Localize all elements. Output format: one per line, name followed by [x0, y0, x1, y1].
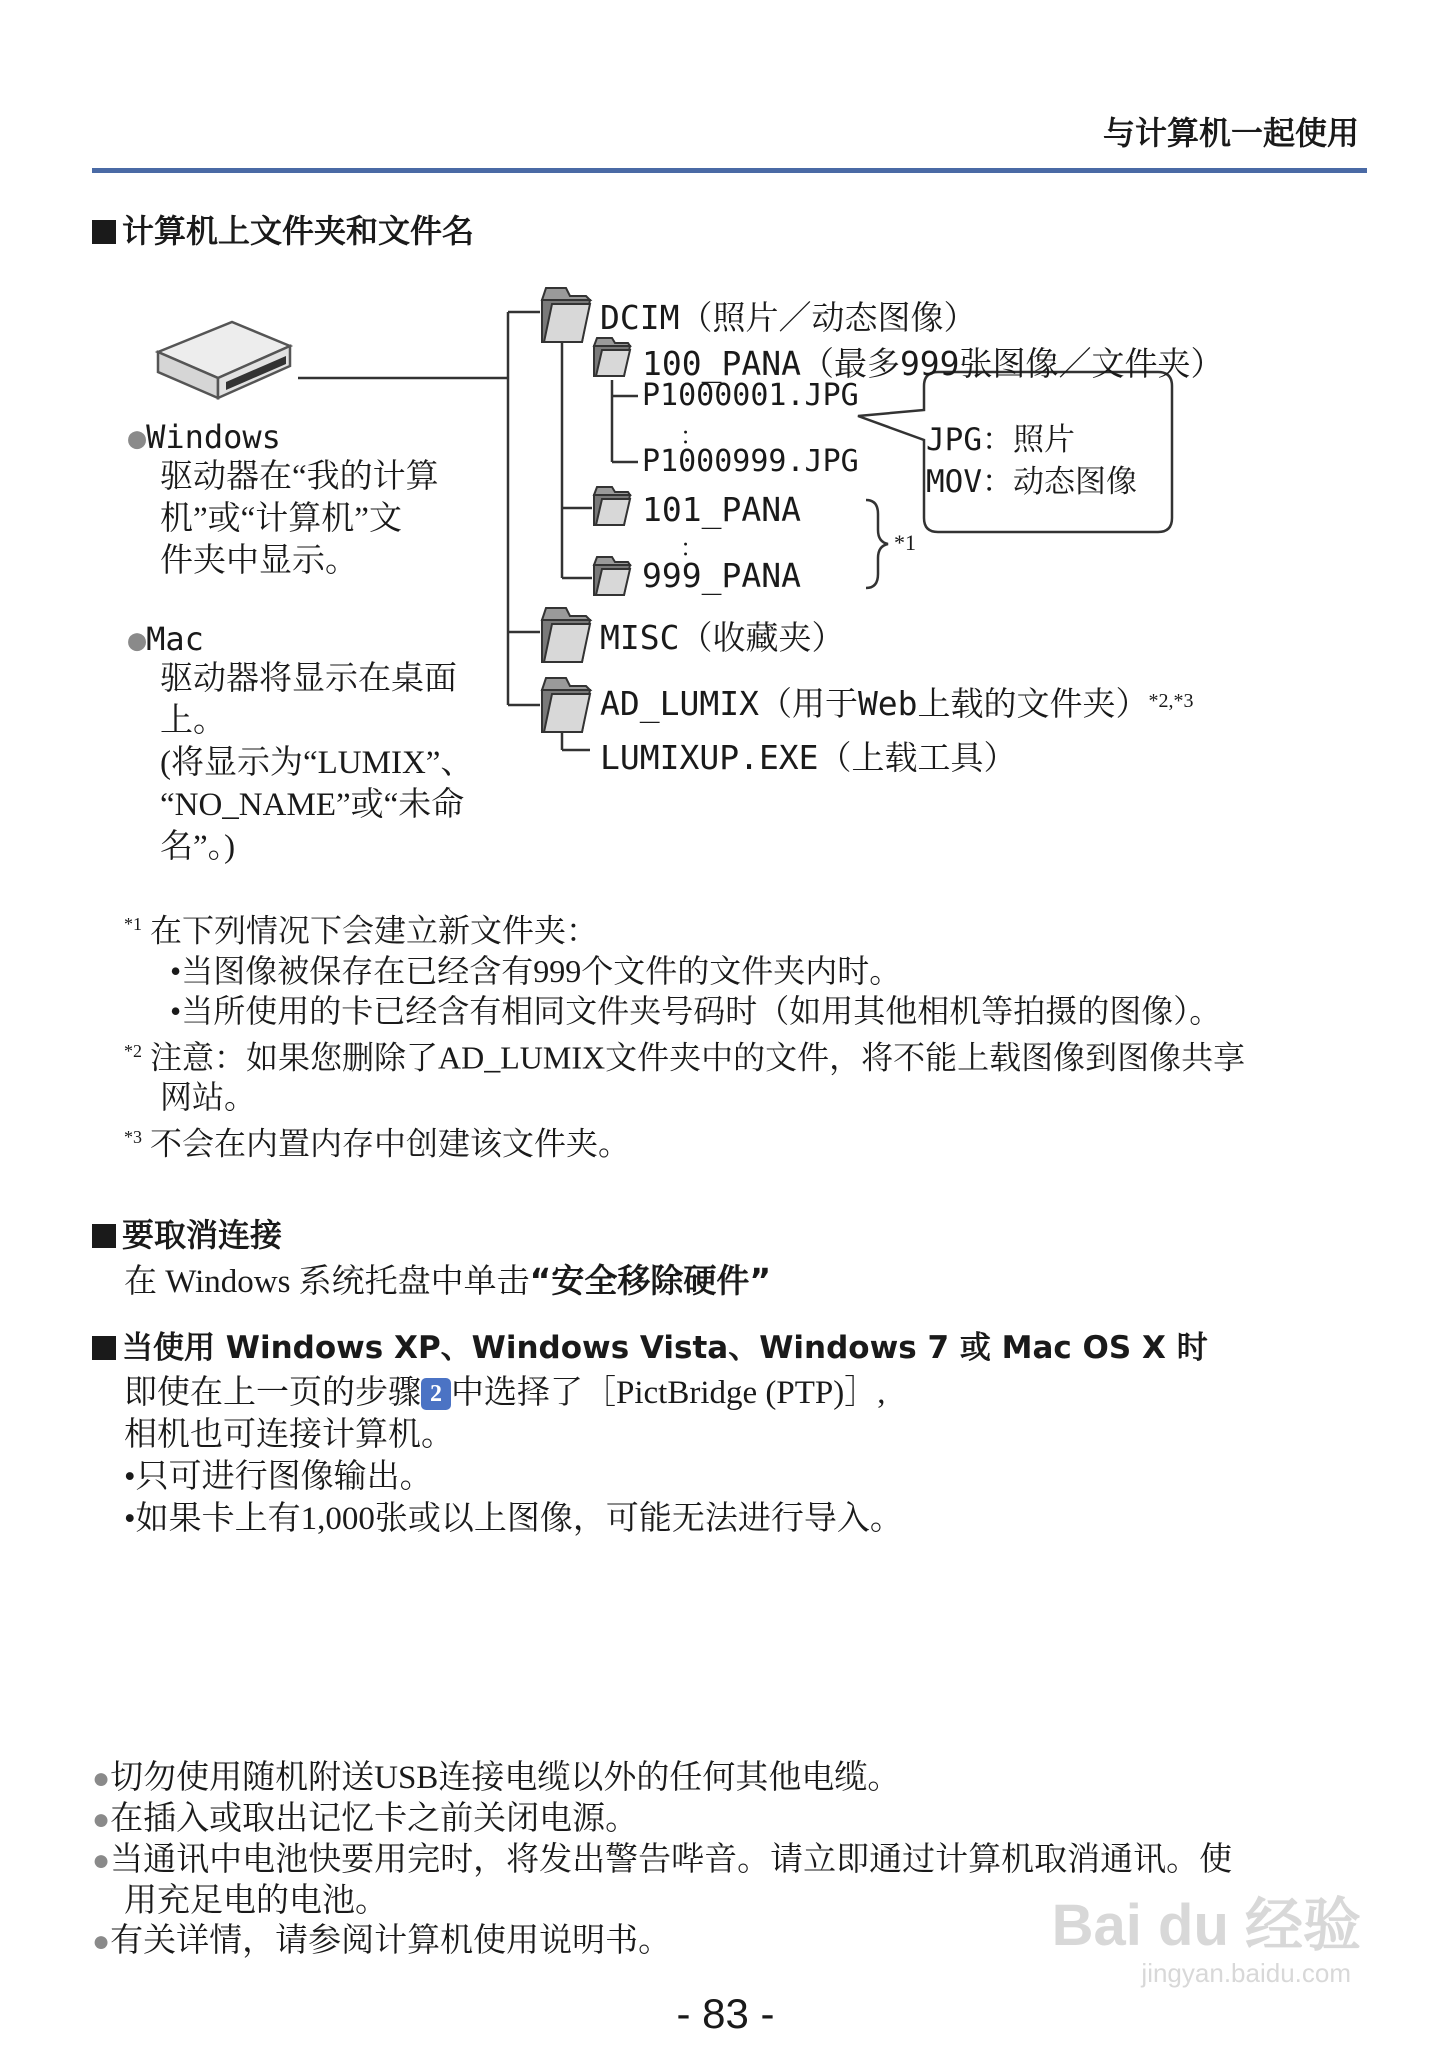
- footnote-text: 注意：如果您删除了AD_LUMIX文件夹中的文件，将不能上载图像到图像共享: [150, 1039, 1246, 1076]
- tip-text: 用充足电的电池。: [124, 1883, 388, 1919]
- mac-desc-line: 名”。): [160, 829, 236, 865]
- page-number: - 83 -: [676, 1990, 775, 2037]
- circle-bullet-icon: ●: [128, 623, 147, 658]
- tree-file-last: P1000999.JPG: [642, 444, 859, 479]
- section-heading-text: 计算机上文件夹和文件名: [122, 212, 475, 250]
- square-bullet-icon: [92, 1336, 116, 1360]
- folder-icon-101-pana: [594, 487, 630, 525]
- footnote-1: [124, 904, 1364, 951]
- callout-mov: MOV：动态图像: [926, 464, 1137, 500]
- brace-icon: [866, 500, 888, 588]
- windows-section: [128, 418, 439, 582]
- mac-desc-line: 上。: [160, 703, 226, 739]
- mac-desc-line: 驱动器将显示在桌面: [160, 661, 457, 697]
- os-bullet: •只可进行图像输出。: [124, 1459, 433, 1495]
- tree-misc: MISC（收藏夹）: [600, 618, 845, 657]
- square-bullet-icon: [92, 1224, 116, 1248]
- footnote-item-text: 当所使用的卡已经含有相同文件夹号码时（如用其他相机等拍摄的图像）。: [181, 992, 1222, 1029]
- footnote-mark: *1: [124, 914, 142, 934]
- safely-remove-hardware-label: “安全移除硬件”: [529, 1261, 772, 1300]
- folder-icon-100-pana: [594, 338, 630, 376]
- footnote-mark: *3: [124, 1127, 142, 1148]
- os-versions-body: [124, 1372, 1354, 1540]
- disconnect-text: 在 Windows 系统托盘中单击: [124, 1264, 530, 1300]
- mac-desc-line: “NO_NAME”或“未命: [160, 787, 465, 823]
- os-text: 即使在上一页的步骤: [124, 1375, 421, 1411]
- footnote-3: [124, 1117, 1364, 1164]
- mac-label: Mac: [146, 620, 204, 658]
- circle-bullet-icon: ●: [92, 1803, 111, 1836]
- tree-file-first: P1000001.JPG: [642, 378, 859, 413]
- tip-text: 有关详情，请参阅计算机使用说明书。: [110, 1923, 672, 1959]
- tree-dcim: DCIM（照片／动态图像）: [600, 298, 977, 337]
- footnotes: [124, 904, 1364, 1164]
- page-header-title: 与计算机一起使用: [1102, 114, 1359, 152]
- ad-lumix-footnote-mark: *2,*3: [1148, 690, 1194, 712]
- folder-icon-dcim: [542, 288, 590, 342]
- windows-desc-line: 件夹中显示。: [160, 543, 358, 579]
- os-bullet: •如果卡上有1,000张或以上图像，可能无法进行导入。: [124, 1501, 903, 1537]
- baidu-watermark-logo: Bai du 经验: [1051, 1893, 1361, 1958]
- tip-text: 切勿使用随机附送USB连接电缆以外的任何其他电缆。: [110, 1760, 901, 1796]
- tip-item: [92, 1799, 1362, 1840]
- folder-icon-ad-lumix: [542, 678, 590, 732]
- folder-icon-misc: [542, 608, 590, 662]
- circle-bullet-icon: ●: [128, 421, 147, 456]
- windows-desc-line: 机”或“计算机”文: [160, 501, 402, 537]
- step-number-badge: 2: [421, 1378, 451, 1410]
- tip-item: [92, 1840, 1362, 1881]
- footnote-1-item: •当所使用的卡已经含有相同文件夹号码时（如用其他相机等拍摄的图像）。: [170, 992, 1222, 1029]
- footnote-text: 不会在内置内存中创建该文件夹。: [150, 1125, 631, 1162]
- os-text: 中选择了［PictBridge (PTP)］,: [451, 1375, 886, 1411]
- footnote-item-text: 当图像被保存在已经含有999个文件的文件夹内时。: [181, 952, 902, 989]
- section-heading-disconnect: [92, 1210, 282, 1256]
- tip-item: [92, 1758, 1362, 1799]
- drive-icon: [158, 322, 290, 398]
- circle-bullet-icon: ●: [92, 1762, 111, 1795]
- windows-label: Windows: [146, 418, 281, 456]
- tip-text: 在插入或取出记忆卡之前关闭电源。: [110, 1801, 639, 1837]
- footnote-1-item: •当图像被保存在已经含有999个文件的文件夹内时。: [170, 952, 902, 989]
- tree-999-pana: 999_PANA: [642, 556, 801, 595]
- disconnect-instruction: [124, 1260, 771, 1303]
- footnote-mark: *2: [124, 1040, 142, 1061]
- brace-footnote-mark: *1: [894, 530, 916, 555]
- mac-section: [128, 620, 473, 868]
- tip-text: 当通讯中电池快要用完时，将发出警告哔音。请立即通过计算机取消通讯。使: [110, 1842, 1233, 1878]
- tree-ad-lumix-label: AD_LUMIX（用于Web上载的文件夹）: [600, 684, 1149, 723]
- footnote-text: 网站。: [160, 1079, 257, 1116]
- windows-desc-line: 驱动器在“我的计算: [160, 459, 439, 495]
- section-heading-text: 要取消连接: [122, 1216, 283, 1254]
- baidu-watermark-url: jingyan.baidu.com: [1141, 1958, 1351, 1988]
- tree-file-ellipsis: ：: [680, 422, 704, 450]
- section-heading-text: 当使用 Windows XP、Windows Vista、Windows 7 或 Mac OS X 时: [122, 1330, 1208, 1366]
- circle-bullet-icon: ●: [92, 1844, 111, 1877]
- tree-101-pana: 101_PANA: [642, 490, 801, 529]
- mac-desc-line: (将显示为“LUMIX”、: [160, 745, 474, 781]
- folder-icon-999-pana: [594, 557, 630, 595]
- footnote-2: [124, 1031, 1364, 1078]
- section-heading-os-versions: [92, 1322, 1208, 1367]
- tree-100-pana: 100_PANA（最多999张图像／文件夹）: [642, 344, 1224, 383]
- tree-lumixup: LUMIXUP.EXE（上载工具）: [600, 738, 1017, 777]
- circle-bullet-icon: ●: [92, 1925, 111, 1958]
- os-bullet-text: 如果卡上有1,000张或以上图像，可能无法进行导入。: [135, 1501, 903, 1537]
- callout-jpg: JPG：照片: [926, 422, 1075, 458]
- os-versions-line: [124, 1372, 1354, 1414]
- tree-ad-lumix: [600, 678, 1194, 725]
- os-versions-line: 相机也可连接计算机。: [124, 1417, 454, 1453]
- footnote-text: 在下列情况下会建立新文件夹：: [150, 912, 599, 949]
- tree-folder-ellipsis: ：: [680, 534, 704, 562]
- os-bullet-text: 只可进行图像输出。: [135, 1459, 433, 1495]
